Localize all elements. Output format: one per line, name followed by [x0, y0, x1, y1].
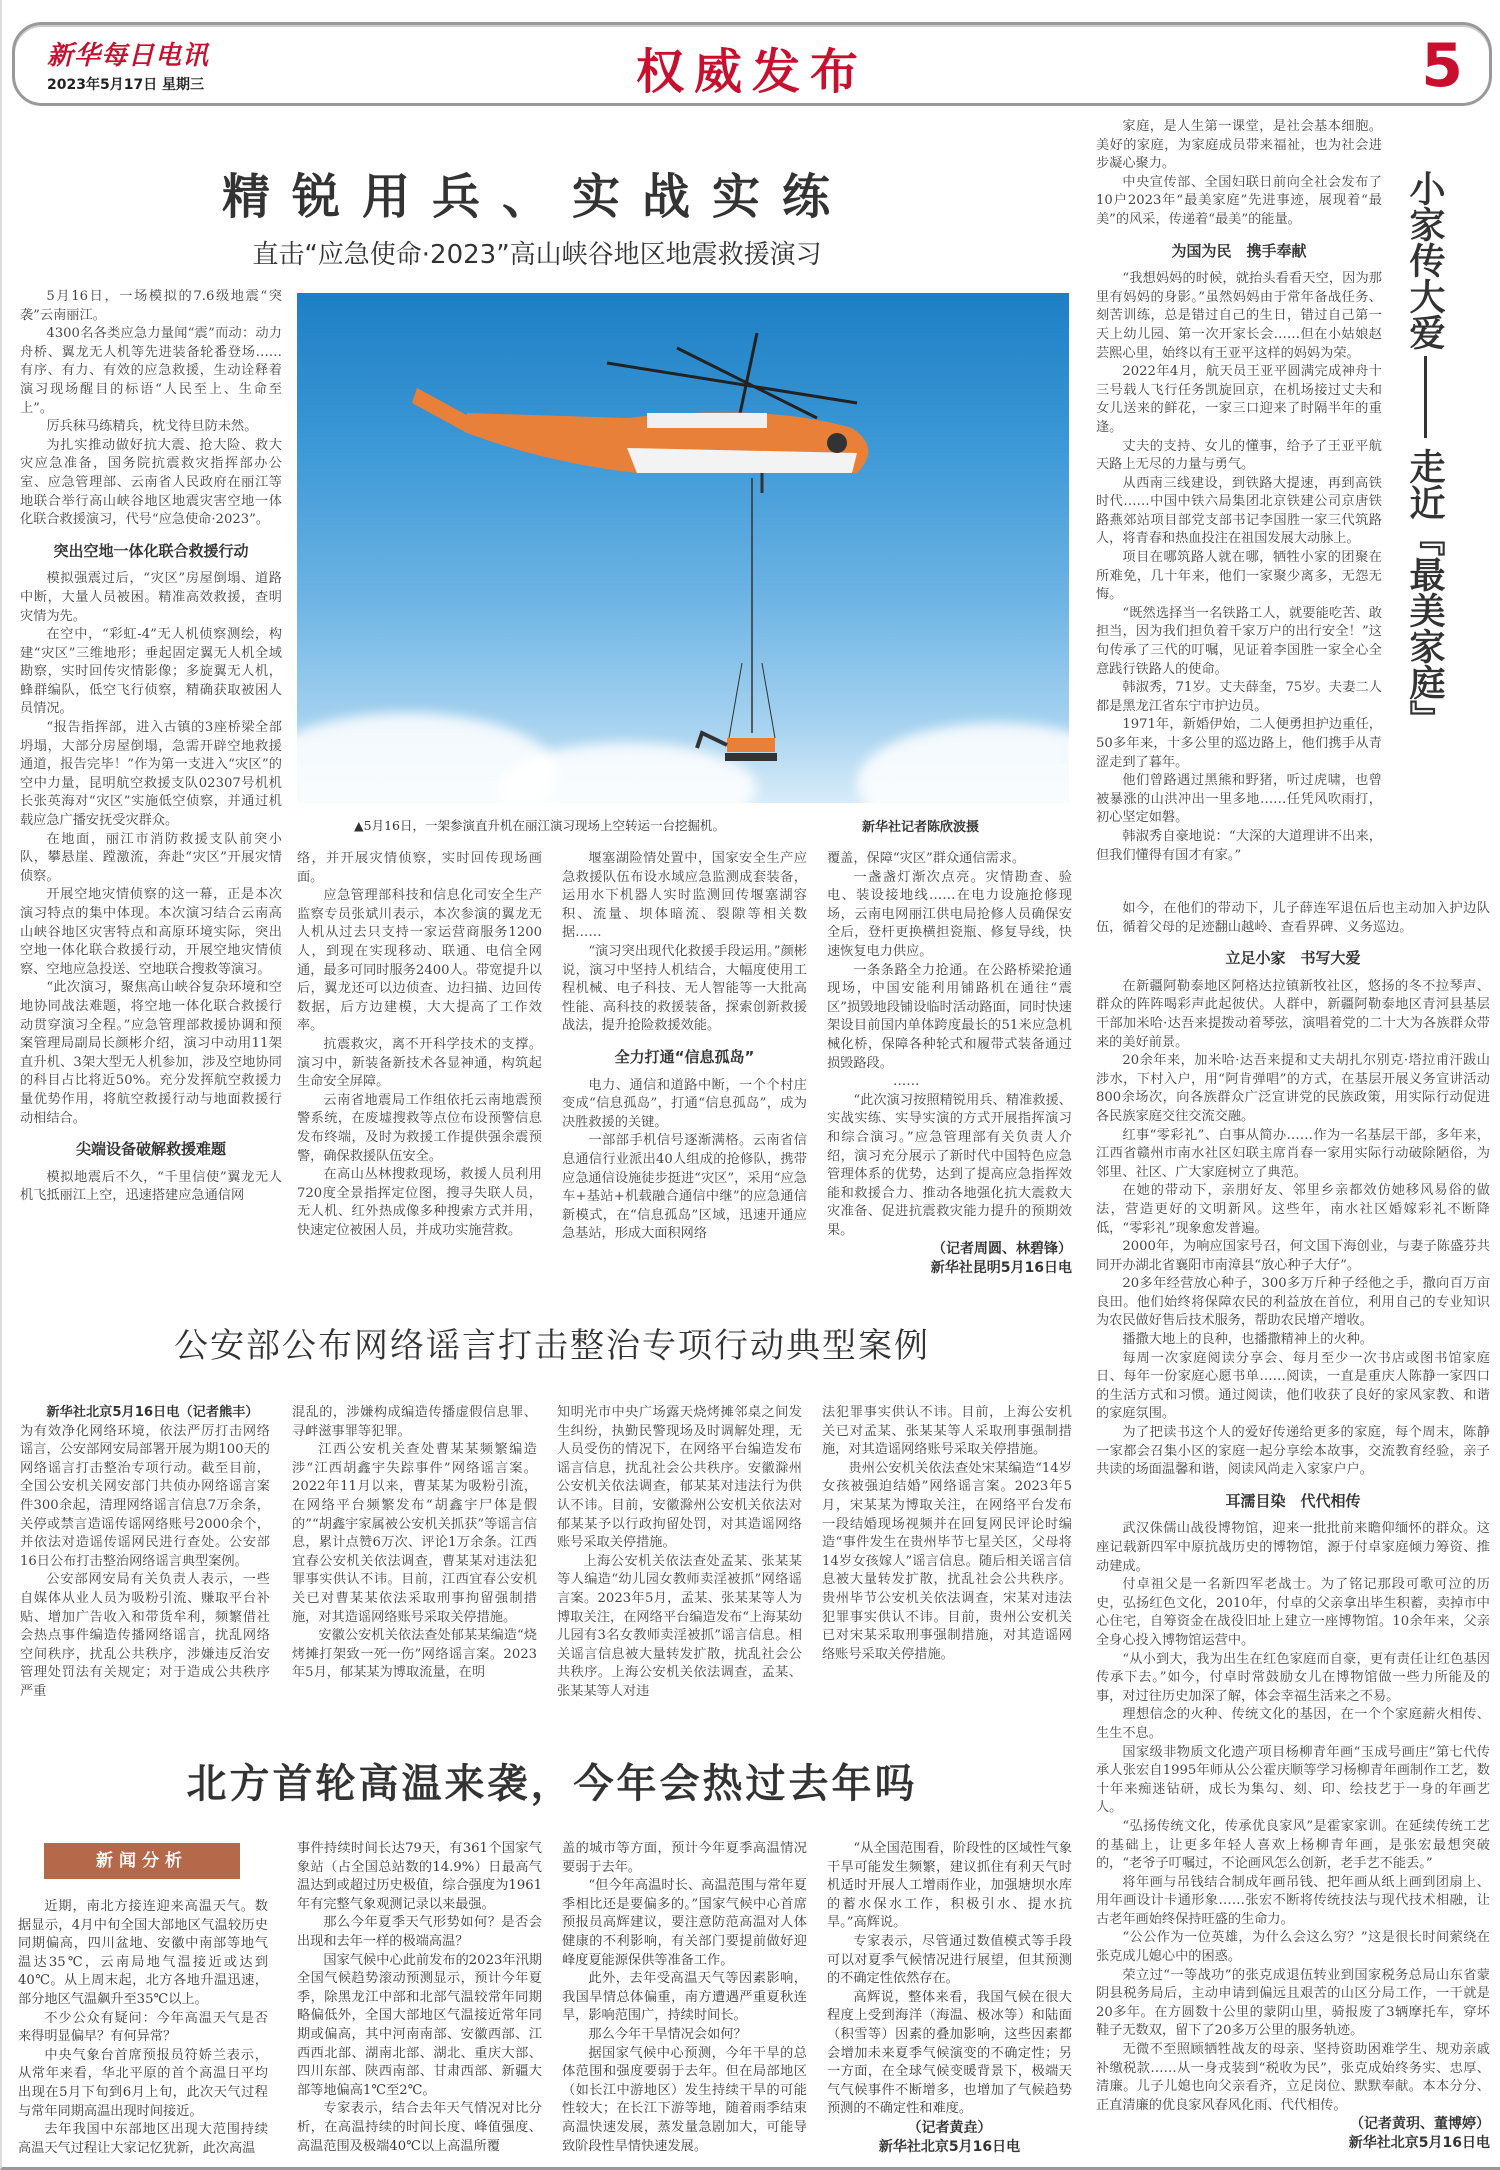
article3-col4 — [827, 1840, 1072, 2156]
article1-dateline: 新华社昆明5月16日电 — [930, 1260, 1072, 1277]
paragraph: 荣立过“一等战功”的张克成退伍转业到国家税务总局山东省蒙阴县税务局后，主动申请到偏远且艰苦的山区分局工作，一干就是20多年。在方圆数十公里的蒙阴山里，骑报废了3辆摩托车，穿坏鞋子无数双，留下了20多万公里的服务轨迹。 — [1096, 1967, 1490, 2039]
paragraph: 4300名各类应急力量闻“震”而动：动力舟桥、翼龙无人机等先进装备轮番登场……有序、有力、有效的应急救援，生动诠释着演习现场醒目的标语“人民至上、生命至上”。 — [20, 326, 282, 416]
helicopter-photo — [297, 293, 1069, 803]
paragraph: 那么今年夏季天气形势如何？是否会出现和去年一样的极端高温？ — [297, 1915, 542, 1949]
paragraph: 堰塞湖险情处置中，国家安全生产应急救援队伍布设水域应急监测成套装备，运用水下机器人实时监测回传堰塞湖容积、流量、坝体暗流、裂隙等相关数据…… — [562, 851, 807, 941]
paragraph: 将年画与吊钱结合制成年画吊钱、把年画从纸上画到团扇上、用年画设计卡通形象……张宏不断将传统技法与现代技术相融，让古老年画始终保持旺盛的生命力。 — [1096, 1874, 1490, 1927]
paragraph: …… — [893, 1074, 920, 1090]
paragraph: 知明光市中央广场露天烧烤摊邻桌之间发生纠纷，执勤民警现场及时调解处理，无人员受伤的情况下，在网络平台编造发布谣言信息，扰乱社会公共秩序。安徽滁州公安机关依法调查，郁某某对违法行为供认不讳。目前，安徽滁州公安机关依法对郁某某予以行政拘留处罚，对其造谣网络账号采取关停措施。 — [557, 1405, 802, 1551]
paragraph: 那么今年干旱情况会如何？ — [588, 2026, 747, 2042]
paragraph: 中央气象台首席预报员符娇兰表示，从常年来看，华北平原的首个高温日平均出现在5月下旬到6月上旬，此次天气过程与常年同期高温出现时间接近。 — [18, 2047, 268, 2119]
paragraph: 盖的城市等方面，预计今年夏季高温情况要弱于去年。 — [562, 1841, 807, 1875]
article2-col4 — [822, 1404, 1072, 1664]
paragraph: 2022年4月，航天员王亚平圆满完成神舟十三号载人飞行任务凯旋回京，在机场接过丈夫和女儿送来的鲜花，一家三口迎来了时隔半年的重逢。 — [1096, 364, 1382, 435]
paragraph: “我想妈妈的时候，就抬头看看天空，因为那里有妈妈的身影。”虽然妈妈由于常年备战任务、刻苦训练，总是错过自己的生日，错过自己第一天上幼儿园、第一次开家长会……但在小姑娘赵芸熙心里，始终以有王亚平这样的妈妈为荣。 — [1096, 271, 1382, 361]
article1-col3 — [562, 850, 807, 1244]
article2-col2 — [292, 1404, 537, 1683]
paragraph: 从西南三线建设，到铁路大提速，再到高铁时代……中国中铁六局集团北京铁建公司京唐铁路燕郊站项目部党支部书记李国胜一家三代筑路人，将青春和热血投注在祖国发展大动脉上。 — [1096, 475, 1382, 547]
paragraph: 云南省地震局工作组依托云南地震预警系统，在废墟搜救等点位布设预警信息发布终端，及时为救援工作提供强余震预警，确保救援队伍安全。 — [297, 1092, 542, 1164]
paragraph: 为了把读书这个人的爱好传递给更多的家庭，每个周末，陈静一家都会召集小区的家庭一起分享绘本故事，交流教育经验，亲子共读的场面温馨和谐，阅读风尚走入家家户户。 — [1096, 1425, 1490, 1478]
paragraph: 付卓祖父是一名新四军老战士。为了铭记那段可歌可泣的历史，弘扬红色文化，2010年，付卓的父亲拿出毕生积蓄，卖掉市中心住宅，自筹资金在战役旧址上建立一座博物馆。10余年来，父亲全身心投入博物馆运营中。 — [1096, 1577, 1490, 1648]
paragraph: 理想信念的火种、传统文化的基因，在一个个家庭薪火相传、生生不息。 — [1096, 1707, 1490, 1741]
paragraph: “此次演习，聚焦高山峡谷复杂环境和空地协同战法难题，将空地一体化联合救援行动贯穿演习全程。”应急管理部救援协调和预案管理局副局长颜彬介绍，演习中动用11架直升机、3架大型无人机参加，涉及空地协同的科目占比将近50%。充分发挥航空救援力量优势作用，将航空救援行动与地面救援行动相结合。 — [20, 980, 282, 1126]
paragraph: 武汉侏儒山战役博物馆，迎来一批批前来瞻仰缅怀的群众。这座记载新四军中原抗战历史的博物馆，源于付卓家庭倾力筹资、推动建成。 — [1096, 1521, 1490, 1574]
paragraph: 应急管理部科技和信息化司安全生产监察专员张斌川表示，本次参演的翼龙无人机从过去只支持一家运营商服务1200人，到现在实现移动、联通、电信全网通，最多可同时服务2400人。带宽提升以后，翼龙还可以边侦查、边扫描、边回传数据，后方边建模，大大提高了工作效率。 — [297, 888, 542, 1034]
news-analysis-tag: 新闻分析 — [44, 1843, 240, 1879]
paragraph: 在新疆阿勒泰地区阿格达拉镇新牧社区，悠扬的冬不拉琴声、群众的阵阵喝彩声此起彼伏。人群中，新疆阿勒泰地区青河县基层干部加米哈·达吾来提拨动着琴弦，演唱着党的二十大为各族群众带来的美好前景。 — [1096, 978, 1490, 1050]
article1-headline: 精锐用兵、实战实练 — [221, 169, 852, 225]
article1-col4 — [827, 850, 1072, 1278]
paragraph: “弘扬传统文化，传承优良家风”是霍家家训。在延续传统工艺的基础上，让更多年轻人喜欢上杨柳青年画，是张宏最想突破的，“老爷子叮嘱过，不论画风怎么创新，老手艺不能丢。” — [1096, 1818, 1490, 1872]
paragraph: 上海公安机关依法查处孟某、张某某等人编造“幼儿园女教师卖淫被抓”网络谣言案。2023年5月，孟某、张某某等人为博取关注，在网络平台编造发布“上海某幼儿园有3名女教师卖淫被抓”谣言信息。相关谣言信息被大量转发扩散，扰乱社会公共秩序。上海公安机关依法调查，孟某、张某某等人对违 — [557, 1553, 802, 1699]
paragraph: 他们曾路遇过黑熊和野猪，听过虎啸，也曾被暴涨的山洪冲出一里多地……任凭风吹雨打，初心坚定如磐。 — [1096, 773, 1382, 826]
helicopter-illustration — [297, 293, 1069, 803]
paragraph: 一部部手机信号逐渐满格。云南省信息通信行业派出40人组成的抢修队，携带应急通信设施徒步挺进“灾区”，采用“应急车+基站+机载融合通信中继”的应急通信新模式，在“信息孤岛”区域，迅速开通应急基站，形成大面积网络 — [562, 1133, 807, 1242]
article1-subheadline: 直击“应急使命·2023”高山峡谷地区地震救援演习 — [252, 240, 822, 270]
paragraph: 抗震救灾，离不开科学技术的支撑。演习中，新装备新技术各显神通，构筑起生命安全屏障。 — [297, 1036, 542, 1090]
paragraph: 混乱的，涉嫌构成编造传播虚假信息罪、寻衅滋事罪等犯罪。 — [292, 1405, 537, 1439]
article3-col1 — [18, 1898, 268, 2158]
paragraph: 一盏盏灯渐次点亮。灾情勘查、验电、装设接地线……在电力设施抢修现场，云南电网丽江供电局抢修人员确保安全后，登杆更换横担瓷瓶、修复导线，快速恢复电力供应。 — [827, 869, 1072, 959]
paragraph: 在高山丛林搜救现场，救援人员利用720度全景指挥定位图，搜寻失联人员，无人机、红外热成像多种搜索方式并用，快速定位被困人员，并成功实施营救。 — [297, 1167, 542, 1238]
paragraph: “但今年高温时长、高温范围与常年夏季相比还是要偏多的。”国家气候中心首席预报员高辉建议，要注意防范高温对人体健康的不利影响，有关部门要提前做好迎峰度夏能源保供等准备工作。 — [562, 1878, 807, 1968]
paragraph: 丈夫的支持、女儿的懂事，给予了王亚平航天路上无尽的力量与勇气。 — [1096, 438, 1382, 473]
family-body — [1096, 900, 1490, 2153]
paragraph: 公安部网安局有关负责人表示，一些自媒体从业人员为吸粉引流、赚取平台补贴、增加广告收入和带货牟利，频繁借社会热点事件编造传播网络谣言，扰乱网络空间秩序，扰乱公共秩序，涉嫌违反治安管理处罚法有关规定；对于造成公共秩序严重 — [20, 1572, 270, 1699]
paragraph: 专家表示，结合去年天气情况对比分析，在高温持续的时间长度、峰值强度、高温范围及极端40℃以上高温所覆 — [297, 2101, 542, 2154]
paragraph: 电力、通信和道路中断，一个个村庄变成“信息孤岛”，打通“信息孤岛”，成为决胜救援的关键。 — [562, 1077, 807, 1130]
paragraph: 项目在哪筑路人就在哪，牺牲小家的团聚在所难免，几十年来，他们一家聚少离多，无怨无悔。 — [1096, 550, 1382, 603]
paragraph: 一条条路全力抢通。在公路桥梁抢通现场，中国安能利用铺路机在通往“震区”损毁地段铺设临时活动路面，同时快速架设目前国内单体跨度最长的51米应急机械化桥，保障各种轮式和履带式装备通过损毁路段。 — [827, 962, 1072, 1071]
article3-headline: 北方首轮高温来袭，今年会热过去年吗 — [186, 1760, 918, 1807]
paragraph: 开展空地灾情侦察的这一幕，正是本次演习特点的集中体现。本次演习结合云南高山峡谷地区灾害特点和高原环境实际，突出空地一体化联合救援行动，开展空地灾情侦察、空地应急投送、空地联合搜救等演习。 — [20, 887, 282, 977]
article1-reporters: （记者周圆、林碧锋） — [932, 1241, 1072, 1258]
paragraph: “从小到大，我为出生在红色家庭而自豪，更有责任让红色基因传承下去。”如今，付卓时常鼓励女儿在博物馆做一些力所能及的事，对过往历史加深了解，体会幸福生活来之不易。 — [1096, 1651, 1490, 1704]
article3-dateline: 新华社北京5月16日电 — [878, 2138, 1021, 2155]
paragraph: 1971年，新婚伊始，二人便勇担护边重任，50多年来，十多公里的巡边路上，他们携手从青涩走到了暮年。 — [1096, 717, 1382, 770]
paragraph: 据国家气候中心预测，今年干旱的总体范围和强度要弱于去年。但在局部地区（如长江中游地区）发生持续干旱的可能性较大；在长江下游等地，随着雨季结束高温快速发展，蒸发量急剧加大，可能导致阶段性旱情快速发展。 — [562, 2045, 807, 2154]
paragraph: “既然选择当一名铁路工人，就要能吃苦、敢担当，因为我们担负着千家万户的出行安全！”这句传承了三代的叮嘱，见证着李国胜一家全心全意践行铁路人的使命。 — [1096, 605, 1382, 677]
paragraph: 去年我国中东部地区出现大范围持续高温天气过程让大家记忆犹新，此次高温 — [18, 2122, 268, 2156]
paragraph: 安徽公安机关依法查处郁某某编造“烧烤摊打架致一死一伤”网络谣言案。2023年5月，郁某某为博取流量，在明 — [292, 1628, 537, 1681]
article1-col1 — [20, 288, 282, 1206]
paragraph: 每周一次家庭阅读分享会、每月至少一次书店或图书馆家庭日、每年一份家庭心愿书单……阅读，一直是重庆人陈静一家四口的生活方式和习惯。通过阅读，他们收获了良好的家风家教、和谐的家庭氛围。 — [1096, 1350, 1490, 1422]
vertical-title-part2: 走近『最美家庭』 — [1404, 448, 1446, 736]
paragraph: 事件持续时间长达79天，有361个国家气象站（占全国总站数的14.9%）日最高气温达到或超过历史极值，综合强度为1961年有完整气象观测记录以来最强。 — [297, 1841, 542, 1912]
paragraph: 国家气候中心此前发布的2023年汛期全国气候趋势滚动预测显示，预计今年夏季，除黑龙江中部和北部气温较常年同期略偏低外，全国大部地区气温接近常年同期或偏高，其中河南南部、安徽西部、江西西北部、湖南北部、湖北、重庆大部、四川东部、陕西南部、甘肃西部、新疆大部等地偏高1℃至2℃。 — [297, 1952, 542, 2098]
article2-headline: 公安部公布网络谣言打击整治专项行动典型案例 — [174, 1326, 930, 1366]
vertical-title-part1: 小家传大爱 — [1404, 170, 1446, 350]
section-title: 权威发布 — [635, 44, 868, 100]
subheading: 耳濡目染 代代相传 — [1225, 1491, 1361, 1510]
caption-text: ▲5月16日，一架参演直升机在丽江演习现场上空转运一台挖掘机。 — [354, 818, 725, 833]
paragraph: 20余年来，加米哈·达吾来提和丈夫胡扎尔别克·塔拉甫汗跋山涉水，下村入户，用“阿肯弹唱”的方式，在基层开展义务宣讲活动800余场次，向各族群众广泛宣讲党的民族政策，用实际行动促进各民族家庭交往交流交融。 — [1096, 1053, 1490, 1124]
issue-date: 2023年5月17日 星期三 — [47, 77, 205, 93]
subheading: 为国为民 携手奉献 — [1171, 241, 1307, 260]
paragraph: 5月16日，一场模拟的7.6级地震“突袭”云南丽江。 — [20, 289, 282, 323]
paragraph: 在地面，丽江市消防救援支队前突小队，攀悬崖、蹚激流，奔赴“灾区”开展灾情侦察。 — [20, 831, 282, 884]
paragraph: 覆盖，保障“灾区”群众通信需求。 — [827, 851, 1026, 866]
paragraph: 模拟强震过后，“灾区”房屋倒塌、道路中断，大量人员被困。精准高效救援，查明灾情为先。 — [20, 571, 282, 624]
paragraph: 贵州公安机关依法查处宋某编造“14岁女孩被强迫结婚”网络谣言案。2023年5月，宋某某为博取关注，在网络平台发布一段结婚现场视频并在回复网民评论时编造“事件发生在贵州毕节七星关区，父母将14岁女孩嫁人”谣言信息。随后相关谣言信息被大量转发扩散，扰乱社会公共秩序。贵州毕节公安机关依法调查，宋某对违法犯罪事实供认不讳。目前，贵州公安机关已对宋某采取刑事强制措施，对其造谣网络账号采取关停措施。 — [822, 1460, 1072, 1662]
article2-col3 — [557, 1404, 802, 1702]
family-vertical-title — [1400, 170, 1450, 736]
paragraph: 不少公众有疑问：今年高温天气是否来得明显偏早？有何异常？ — [18, 2010, 268, 2045]
paragraph: 红事“零彩礼”、白事从简办……作为一名基层干部，多年来，江西省赣州市南水社区妇联主席肖春一家用实际行动破除陋俗，为邻里、社区、广大家庭树立了典范。 — [1096, 1127, 1490, 1180]
paragraph: 中央宣传部、全国妇联日前向全社会发布了10户2023年“最美家庭”先进事迹，展现着“最美”的风采，传递着“最美”的能量。 — [1096, 174, 1382, 227]
subheading: 突出空地一体化联合救援行动 — [53, 541, 249, 560]
article1-col2 — [297, 850, 542, 1240]
family-reporters: （记者黄玥、董博婷） — [1350, 2116, 1490, 2133]
paragraph: 为有效净化网络环境，依法严厉打击网络谣言，公安部网安局部署开展为期100天的网络谣言打击整治专项行动。截至目前，全国公安机关网安部门共侦办网络谣言案件300余起，清理网络谣言信息7万余条，关停或禁言造谣传谣网络账号2000余个，并依法对造谣传谣网民进行查处。公安部16日公布打击整治网络谣言典型案例。 — [20, 1423, 270, 1569]
paragraph: 播撒大地上的良种，也播撒精神上的火种。 — [1122, 1332, 1373, 1348]
page-number: 5 — [1421, 31, 1463, 101]
article3-col2 — [297, 1840, 542, 2156]
paragraph: “此次演习按照精锐用兵、精准救援、实战实练、实导实演的方式开展指挥演习和综合演习。”应急管理部有关负责人介绍，演习充分展示了新时代中国特色应急管理体系的优势，达到了提高应急指挥效能和救援合力、推动各地强化抗大震救大灾准备、促进抗震救灾能力提升的预期效果。 — [827, 1092, 1072, 1238]
article2-col1 — [20, 1404, 270, 1702]
paragraph: 为扎实推动做好抗大震、抢大险、救大灾应急准备，国务院抗震救灾指挥部办公室、应急管理部、云南省人民政府在丽江等地联合举行高山峡谷地区地震灾害空地一体化联合救援演习，代号“应急使命·2023”。 — [20, 437, 282, 528]
paragraph: 韩淑秀自豪地说：“大深的大道理讲不出来，但我们懂得有国才有家。” — [1096, 828, 1382, 863]
paragraph: 此外，去年受高温天气等因素影响，我国旱情总体偏重，南方遭遇严重夏秋连旱，影响范围广，持续时间长。 — [562, 1971, 807, 2024]
article3-col3 — [562, 1840, 807, 2156]
paragraph: 模拟地震后不久，“千里信使”翼龙无人机飞抵丽江上空，迅速搭建应急通信网 — [20, 1169, 282, 1204]
subheading: 尖端设备破解救援难题 — [75, 1140, 226, 1159]
paragraph: 厉兵秣马练精兵，枕戈待旦防未然。 — [46, 419, 258, 435]
paragraph: 无微不至照顾牺牲战友的母亲、坚持资助困难学生、规劝亲戚补缴税款……从一身戎装到“税收为民”，张克成始终务实、忠厚、清廉。儿子儿媳也向父亲看齐，立足岗位、默默奉献。本本分分、正直清廉的优良家风春风化雨、代代相传。 — [1096, 2042, 1490, 2113]
paragraph: 法犯罪事实供认不讳。目前，上海公安机关已对孟某、张某某等人采取刑事强制措施，对其造谣网络账号采取关停措施。 — [822, 1405, 1072, 1458]
photo-credit: 新华社记者陈欣波摄 — [862, 820, 980, 835]
family-intro — [1096, 118, 1382, 865]
paragraph: “公公作为一位英雄，为什么会这么穷？”这是很长时间萦绕在张克成儿媳心中的困惑。 — [1096, 1930, 1490, 1965]
paragraph: “报告指挥部，进入古镇的3座桥梁全部坍塌，大部分房屋倒塌，急需开辟空地救援通道，报告完毕！”作为第一支进入“灾区”的空中力量，昆明航空救援支队02307号机机长张英海对“灾区”实施低空侦察，并通过机载应急广播安抚受灾群众。 — [20, 720, 282, 829]
paragraph: 江西公安机关查处曹某某频繁编造涉“江西胡鑫宇失踪事件”网络谣言案。2022年11月以来，曹某某为吸粉引流，在网络平台频繁发布“胡鑫宇尸体是假的”“胡鑫宇家属被公安机关抓获”等谣言信息，累计点赞6万次、评论1万余条。江西宜春公安机关依法调查，曹某某对违法犯罪事实供认不讳。目前，江西宜春公安机关已对曹某某依法采取刑事拘留强制措施，对其造谣网络账号采取关停措施。 — [292, 1442, 537, 1625]
paragraph: 在她的带动下，亲朋好友、邻里乡亲都效仿她移风易俗的做法，营造更好的文明新风。这些年，南水社区婚嫁彩礼不断降低，“零彩礼”现象愈发普遍。 — [1096, 1183, 1490, 1236]
subheading: 立足小家 书写大爱 — [1225, 949, 1361, 968]
paragraph: 家庭，是人生第一课堂，是社会基本细胞。美好的家庭，为家庭成员带来福祉，也为社会进步凝心聚力。 — [1096, 119, 1382, 172]
paragraph: 如今，在他们的带动下，儿子薛连军退伍后也主动加入护边队伍，循着父母的足迹翻山越岭、查看界碑、义务巡边。 — [1096, 901, 1490, 935]
paragraph: 国家级非物质文化遗产项目杨柳青年画“玉成号画庄”第七代传承人张宏自1995年师从公公霍庆顺等学习杨柳青年画制作工艺，数十年来痴迷钻研，成长为集勾、刻、印、绘技艺于一身的年画艺人。 — [1096, 1744, 1490, 1816]
paragraph: “从全国范围看，阶段性的区域性气象干旱可能发生频繁，建议抓住有利天气时机适时开展人工增雨作业，加强塘坝水库的蓄水保水工作，积极引水、提水抗旱。”高辉说。 — [827, 1841, 1072, 1931]
brand-logo: 新华每日电讯 — [47, 41, 210, 71]
article3-reporters: （记者黄垚） — [907, 2119, 992, 2136]
paragraph: 专家表示，尽管通过数值模式等手段可以对夏季气候情况进行展望，但其预测的不确定性依然存在。 — [827, 1933, 1072, 1987]
article2-lead: 新华社北京5月16日电（记者熊丰） — [46, 1405, 259, 1420]
title-dash — [1424, 356, 1427, 438]
paragraph: 高辉说，整体来看，我国气候在很大程度上受到海洋（海温、极冰等）和陆面（积雪等）因素的叠加影响，这些因素都会增加未来夏季气候演变的不确定性；另一方面，在全球气候变暖背景下，极端天气气候事件不断增多，也增加了气候趋势预测的不确定性和难度。 — [827, 1989, 1072, 2117]
paragraph: 韩淑秀，71岁。丈夫薛奎，75岁。夫妻二人都是黑龙江省东宁市护边员。 — [1096, 680, 1382, 714]
paragraph: 2000年，为响应国家号召，何文国下海创业，与妻子陈盛芬共同开办湖北省襄阳市南漳县“放心种子大仔”。 — [1096, 1239, 1490, 1273]
masthead — [12, 22, 1492, 106]
paragraph: “演习突出现代化救援手段运用。”颜彬说，演习中坚持人机结合，大幅度使用工程机械、电子科技、无人智能等一大批高性能、高科技的救援装备，探索创新救援战法，提升抢险救援效能。 — [562, 943, 807, 1034]
family-dateline: 新华社北京5月16日电 — [1348, 2135, 1490, 2151]
paragraph: 络，并开展灾情侦察，实时回传现场画面。 — [297, 851, 542, 885]
paragraph: 在空中，“彩虹-4”无人机侦察测绘，构建“灾区”三维地形；垂起固定翼无人机全域勘察，实时回传灾情影像；多旋翼无人机，蜂群编队，低空飞行侦察，精确获取被困人员情况。 — [20, 627, 282, 717]
subheading: 全力打通“信息孤岛” — [614, 1047, 755, 1066]
paragraph: 近期，南北方接连迎来高温天气。数据显示，4月中旬全国大部地区气温较历史同期偏高，四川盆地、安徽中南部等地气温达35℃，云南局地气温接近或达到40℃。从上周末起，北方各地升温迅速，部分地区气温飙升至35℃以上。 — [18, 1899, 268, 2007]
paragraph: 20多年经营放心种子，300多万斤种子经他之手，撒向百万亩良田。他们始终将保障农民的利益放在首位，利用自己的专业知识为农民做好售后技术服务，帮助农民增产增收。 — [1096, 1276, 1490, 1329]
